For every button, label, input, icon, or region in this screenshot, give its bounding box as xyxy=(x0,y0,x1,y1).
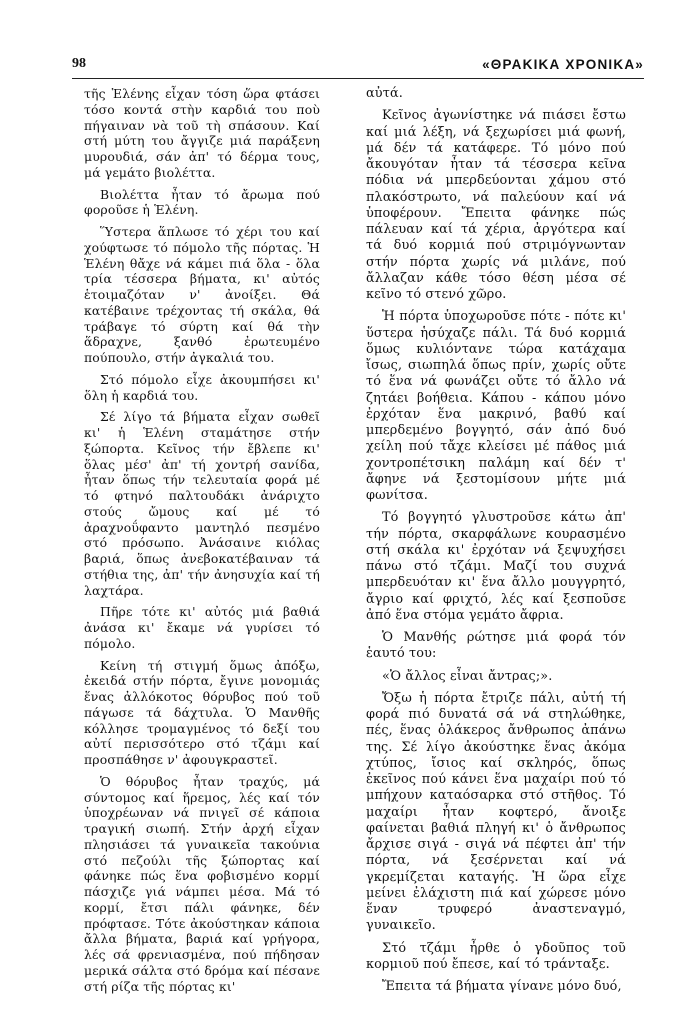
page-header xyxy=(72,52,644,72)
paragraph: Ἡ πόρτα ὑποχωροῦσε πότε - πότε κι' ὕστερα ἡσύχαζε πάλι. Τά δυό κορμιά ὅμως κυλιόντανε τώρα κατάχαμα ἴσως, σιωπηλά ὅπως πρίν, χωρίς οὔτε τό ἕνα νά φωνάζει οὔτε τό ἄλλο νά ζητάει βοήθεια. Κάπου - κάπου μόνο ἐρχόταν ἕνα μακρινό, βαθύ καί μπερδεμένο βογγητό, σάν ἀπό δυό χείλη πού τἄχε κλείσει μέ πάθος μιά χοντροπέτσικη παλάμη καί δέν τ' ἄφηνε νά ξεστομίσουν μήτε μιά φωνίτσα. xyxy=(366,309,626,503)
paragraph: τῆς Ἑλένης εἶχαν τόση ὥρα φτάσει τόσο κοντά στὴν καρδιά του ποὺ πήγαιναν νὰ τοῦ τὴ σπάσουν. Καί στή μύτη του ἄγγιζε μιά παράξενη μυρουδιά, σάν ἀπ' τό δέρμα τους, μά γεμάτο βιολέττα. xyxy=(84,86,320,180)
header-rule xyxy=(72,78,644,79)
paragraph: Ὕστερα ἅπλωσε τό χέρι του καί χούφτωσε τό πόμολο τῆς πόρτας. Ἡ Ἑλένη θἄχε νά κάμει πιά ὅλα - ὅλα τρία τέσσερα βήματα, κι' αὐτός ἑτοιμαζόταν ν' ἀνοίξει. Θά κατέβαινε τρέχοντας τή σκάλα, θά τράβαγε τό σύρτη καί θά τὴν ἅδραχνε, ξανθό ἐρωτευμένο πούπουλο, στήν ἀγκαλιά του. xyxy=(84,224,320,365)
page-number: 98 xyxy=(72,56,86,71)
right-column xyxy=(366,86,626,1001)
paragraph: Ὁ θόρυβος ἦταν τραχύς, μά σύντομος καί ἥρεμος, λές καί τόν ὑποχρέωναν νά πνιγεῖ σέ κάποια τραγική σιωπή. Στήν ἀρχή εἶχαν πλησιάσει τά γυναικεῖα τακούνια στό πεζούλι τῆς ξώπορτας καί φάνηκε πώς ἕνα φοβισμένο κορμί πάσχιζε γιά νάμπει μέσα. Μά τό κορμί, ἔτσι πάλι φάνηκε, δέν πρόφτασε. Τότε ἀκούστηκαν κάποια ἄλλα βήματα, βαριά καί γρήγορα, λές σά φρενιασμένα, πού πήδησαν μερικά σάλτα στό δρόμα καί πέσανε στή ρίζα τῆς πόρτας κι' xyxy=(84,773,320,994)
paragraph: Πῆρε τότε κι' αὐτός μιά βαθιά ἀνάσα κι' ἔκαμε νά γυρίσει τό πόμολο. xyxy=(84,604,320,651)
running-head: «ΘΡΑΚΙΚΑ ΧΡΟΝΙΚΑ» xyxy=(482,57,644,72)
paragraph: Τό βογγητό γλυστροῦσε κάτω ἀπ' τήν πόρτα, σκαρφάλωνε κουρασμένο στή σκάλα κι' ἐρχόταν νά ξεψυχήσει πάνω στό τζάμι. Μαζί του συχνά μπερδευόταν κι' ἕνα ἄλλο μουγγρητό, ἄγριο καί φριχτό, λές καί ξεσποῦσε ἀπό ἕνα στόμα γεμάτο ἄφρια. xyxy=(366,510,626,623)
paragraph: Στό τζάμι ἦρθε ὁ γδοῦπος τοῦ κορμιοῦ πού ἔπεσε, καί τό τράνταξε. xyxy=(366,940,626,972)
paragraph: Στό πόμολο εἶχε ἀκουμπήσει κι' ὅλη ἡ καρδιά του. xyxy=(84,371,320,403)
paragraph: Κείνη τή στιγμή ὅμως ἀπόξω, ἐκειδά στήν πόρτα, ἔγινε μονομιάς ἕνας ἀλλόκοτος θόρυβος πού τοῦ πάγωσε τά δάχτυλα. Ὁ Μανθῆς κόλλησε τρομαγμένος τό δεξί του αὐτί περισσότερο στό τζάμι καί προσπάθησε ν' ἀφουγκραστεῖ. xyxy=(84,657,320,767)
paragraph: Βιολέττα ἦταν τό ἄρωμα πού φοροῦσε ἡ Ἑλένη. xyxy=(84,186,320,218)
paragraph: Ὄξω ἡ πόρτα ἔτριζε πάλι, αὐτή τή φορά πιό δυνατά σά νά στηλώθηκε, πές, ἕνας ὁλάκερος ἄνθρωπος ἀπάνω της. Σέ λίγο ἀκούστηκε ἕνας ἀκόμα χτύπος, ἴσιος καί σκληρός, ὅπως ἐκεῖνος πού κάνει ἕνα μαχαίρι πού τό μπήχουν καταόσαρκα στό στῆθος. Τό μαχαίρι ἦταν κοφτερό, ἄνοιξε φαίνεται βαθιά πληγή κι' ὁ ἄνθρωπος ἄρχισε σιγά - σιγά νά πέφτει ἀπ' τήν πόρτα, νά ξεσέρνεται καί νά γκρεμίζεται καταγής. Ἡ ὥρα εἶχε μείνει ἐλάχιστη πιά καί χώρεσε μόνο ἕναν τρυφερό ἀναστεναγμό, γυναικεῖο. xyxy=(366,690,626,934)
paragraph: Σέ λίγο τά βήματα εἶχαν σωθεῖ κι' ἡ Ἑλένη σταμάτησε στήν ξώπορτα. Κεῖνος τήν ἔβλεπε κι' ὅλας μέσ' ἀπ' τή χοντρή σανίδα, ἦταν ὅπως τήν τελευταία φορά μέ τό φτηνό παλτουδάκι ἀνάριχτο στούς ὤμους καί μέ τό ἀραχνοΰφαντο μαντηλό πεσμένο στό πρόσωπο. Ἀνάσαινε κιόλας βαριά, ὅπως ἀνεβοκατέβαιναν τά στήθια της, ἀπ' τήν ἀνησυχία καί τή λαχτάρα. xyxy=(84,409,320,598)
paragraph: «Ὁ ἄλλος εἶναι ἄντρας;». xyxy=(382,668,553,684)
paragraph: Ἔπειτα τά βήματα γίνανε μόνο δυό, xyxy=(382,979,622,994)
left-column xyxy=(84,86,320,1000)
paragraph: Ὁ Μανθής ρώτησε μιά φορά τόν ἑαυτό του: xyxy=(366,630,626,662)
paragraph: αὐτά. xyxy=(366,86,403,101)
paragraph: Κεῖνος ἀγωνίστηκε νά πιάσει ἔστω καί μιά λέξη, νά ξεχωρίσει μιά φωνή, μά δέν τά κατάφερε. Τό μόνο πού ἄκουγόταν ἦταν τά τέσσερα κεῖνα πόδια νά μπερδεύονται χάμου στό πλακόστρωτο, νά παλεύουν καί νά ὑποφέρουν. Ἔπειτα φάνηκε πώς πάλευαν καί τά χέρια, ἀργότερα καί τά δυό κορμιά πού στριμόγνωνταν στήν πόρτα χωρίς νά μιλάνε, πού ἄλλαζαν κάθε τόσο θέση μέσα σέ κεῖνο τό στενό χῶρο. xyxy=(366,108,626,302)
